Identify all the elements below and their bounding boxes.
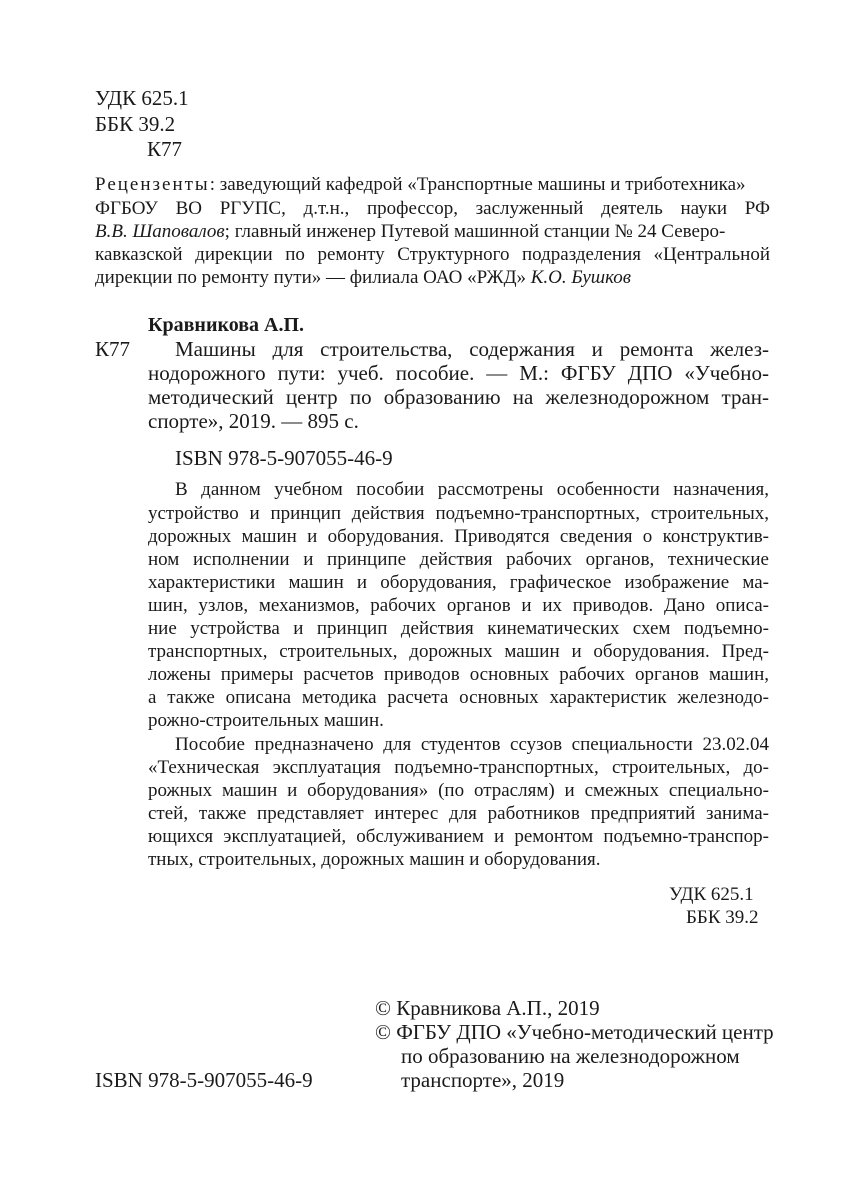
annotation-line: ложены примеры расчетов приводов основных рабочих органов машин, [148,664,769,685]
bbk-code-bottom: ББК 39.2 [686,907,759,928]
copyright-author: © Кравникова А.П., 2019 [375,996,600,1020]
reviewers-label: Рецензенты [95,174,210,195]
annotation-line: Пособие предназначено для студентов ссузов специальности 23.02.04 [175,734,769,755]
annotation-line: стей, также представляет интерес для работников предприятий занима- [148,803,769,824]
reviewers-line-5: дирекции по ремонту пути» — филиала ОАО «РЖД» К.О. Бушков [95,267,632,288]
annotation-line: устройство и принцип действия подъемно-транспортных, строительных, [148,503,769,524]
bbk-code-top: ББК 39.2 [95,112,176,136]
annotation-line: транспортных, строительных, дорожных машин и оборудования. Пред- [148,641,769,662]
copyright-publisher-line-1: © ФГБУ ДПО «Учебно-методический центр [375,1020,774,1044]
copyright-publisher-line-3: транспорте», 2019 [401,1068,565,1092]
annotation-line: В данном учебном пособии рассмотрены особенности назначения, [175,479,769,500]
record-author: Кравникова А.П. [148,314,305,336]
annotation-line: ном исполнении и принципе действия рабочих органов, технические [148,549,769,570]
reviewers-line-3: В.В. Шаповалов; главный инженер Путевой машинной станции № 24 Северо- [95,221,726,242]
record-mark: К77 [95,337,131,361]
annotation-line: характеристики машин и оборудования, графическое изображение ма- [148,572,769,593]
annotation-line: рожных машин и оборудования» (по отраслям) и смежных специально- [148,780,769,801]
reviewer-name-2: К.О. Бушков [530,267,632,288]
record-title-line-1: Машины для строительства, содержания и ремонта желез- [175,337,769,361]
annotation-line: шин, узлов, механизмов, рабочих органов и их приводов. Дано описа- [148,595,769,616]
record-title-line-3: методический центр по образованию на железнодорожном тран- [148,385,769,409]
isbn-bottom: ISBN 978-5-907055-46-9 [95,1068,313,1092]
record-isbn: ISBN 978-5-907055-46-9 [175,446,393,470]
annotation-line: «Техническая эксплуатация подъемно-транспортных, строительных, до- [148,757,769,778]
annotation-line: тных, строительных, дорожных машин и оборудования. [148,849,601,870]
record-title-line-2: нодорожного пути: учеб. пособие. — М.: ФГБУ ДПО «Учебно- [148,361,769,385]
record-title-line-4: спорте», 2019. — 895 с. [148,409,359,433]
reviewers-line-4: кавказской дирекции по ремонту Структурного подразделения «Центральной [95,244,770,265]
reviewer-name-1: В.В. Шаповалов [95,221,225,242]
annotation-line: а также описана методика расчета основных характеристик железнодо- [148,687,769,708]
annotation-line: дорожных машин и оборудования. Приводятся сведения о конструктив- [148,526,769,547]
reviewers-line-2: ФГБОУ ВО РГУПС, д.т.н., профессор, заслуженный деятель науки РФ [95,198,770,219]
annotation-line: ющихся эксплуатацией, обслуживанием и ремонтом подъемно-транспор- [148,826,769,847]
udk-code-top: УДК 625.1 [95,86,189,110]
author-mark-top: К77 [147,137,183,161]
annotation-line: рожно-строительных машин. [148,710,384,731]
copyright-publisher-line-2: по образованию на железнодорожном [401,1044,740,1068]
annotation-line: ние устройства и принцип действия кинематических схем подъемно- [148,618,769,639]
reviewers-line-1: Рецензенты: заведующий кафедрой «Транспортные машины и триботехника» [95,174,746,195]
udk-code-bottom: УДК 625.1 [669,884,754,905]
